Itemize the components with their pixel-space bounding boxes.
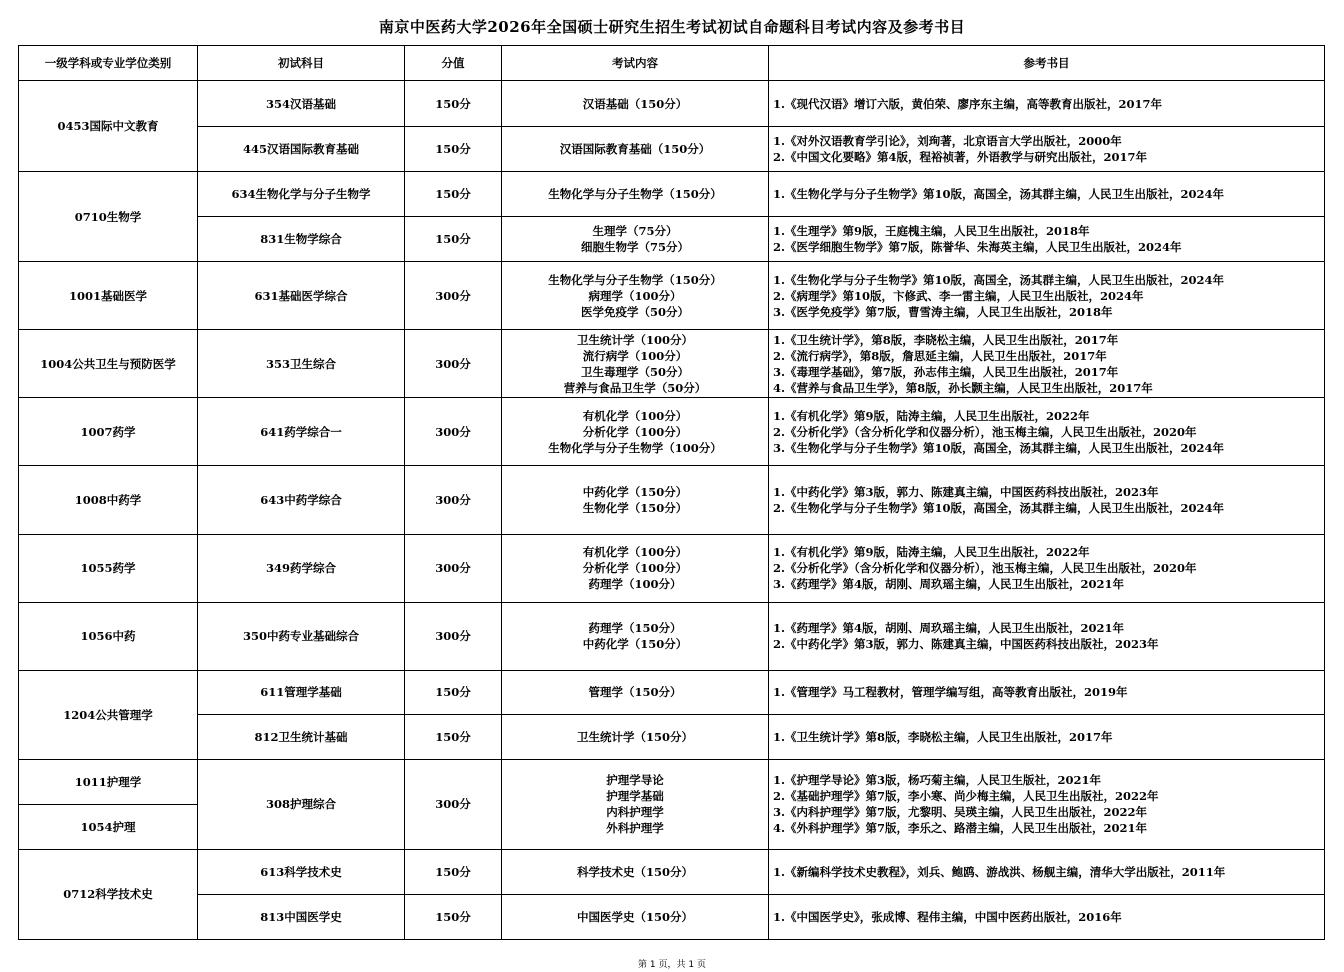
content-cell	[502, 849, 769, 894]
subject-cell: 634生物化学与分子生物学	[198, 172, 405, 217]
category-cell: 1204公共管理学	[19, 670, 198, 759]
content-line: 中药化学（150分）	[582, 637, 688, 652]
book-line: 1.《生物化学与分子生物学》第10版，高国全，汤其群主编，人民卫生出版社，2024年	[773, 272, 1225, 287]
book-line: 3.《毒理学基础》，第7版，孙志伟主编，人民卫生出版社，2017年	[773, 364, 1119, 379]
book-line: 2.《分析化学》（含分析化学和仪器分析），池玉梅主编，人民卫生出版社，2020年	[773, 424, 1197, 439]
table-row	[19, 172, 1325, 217]
book-line: 2.《生物化学与分子生物学》第10版，高国全，汤其群主编，人民卫生出版社，2024年	[773, 500, 1225, 515]
content-line: 有机化学（100分）	[582, 545, 688, 560]
table-row	[19, 330, 1325, 398]
score-cell: 300分	[405, 466, 502, 534]
table-row	[19, 714, 1325, 759]
page-footer: 第 1 页，共 1 页	[638, 960, 706, 970]
subject-cell: 641药学综合一	[198, 398, 405, 466]
header-score: 分值	[405, 46, 502, 81]
category-cell: 1008中药学	[19, 466, 198, 534]
content-cell	[502, 262, 769, 330]
content-cell	[502, 330, 769, 398]
content-line: 生物化学与分子生物学（150分）	[548, 272, 722, 287]
book-line: 1.《中国医学史》，张成博、程伟主编，中国中医药出版社，2016年	[773, 909, 1122, 924]
content-line: 药理学（150分）	[588, 621, 682, 636]
book-line: 1.《卫生统计学》，第8版，李晓松主编，人民卫生出版社，2017年	[773, 332, 1119, 347]
category-cell: 1054护理	[19, 804, 198, 849]
content-line: 医学免疫学（50分）	[580, 304, 689, 319]
score-cell: 150分	[405, 894, 502, 939]
book-line: 2.《中药化学》第3版，郭力、陈建真主编，中国医药科技出版社，2023年	[773, 637, 1159, 652]
content-cell	[502, 670, 769, 714]
book-line: 1.《有机化学》第9版，陆涛主编，人民卫生出版社，2022年	[773, 408, 1090, 423]
books-cell	[769, 849, 1325, 894]
content-line: 流行病学（100分）	[582, 348, 688, 363]
content-cell	[502, 81, 769, 127]
subject-cell: 445汉语国际教育基础	[198, 127, 405, 172]
book-line: 3.《药理学》第4版，胡刚、周玖瑶主编，人民卫生出版社，2021年	[773, 577, 1125, 592]
content-line: 外科护理学	[606, 821, 664, 836]
content-line: 卫生统计学（150分）	[576, 729, 693, 744]
header-category: 一级学科或专业学位类别	[19, 46, 198, 81]
book-line: 1.《中药化学》第3版，郭力、陈建真主编，中国医药科技出版社，2023年	[773, 484, 1159, 499]
content-line: 细胞生物学（75分）	[580, 240, 689, 255]
table-row	[19, 670, 1325, 714]
content-line: 分析化学（100分）	[582, 424, 688, 439]
books-cell	[769, 894, 1325, 939]
book-line: 3.《医学免疫学》第7版，曹雪涛主编，人民卫生出版社，2018年	[773, 304, 1113, 319]
book-line: 1.《现代汉语》增订六版，黄伯荣、廖序东主编，高等教育出版社，2017年	[773, 96, 1163, 111]
score-cell: 300分	[405, 602, 502, 670]
book-line: 1.《卫生统计学》第8版，李晓松主编，人民卫生出版社，2017年	[773, 729, 1113, 744]
content-cell	[502, 398, 769, 466]
content-line: 生物化学与分子生物学（150分）	[548, 187, 722, 202]
category-cell: 1011护理学	[19, 759, 198, 804]
content-line: 科学技术史（150分）	[576, 864, 693, 879]
table-row	[19, 127, 1325, 172]
content-cell	[502, 172, 769, 217]
content-cell	[502, 466, 769, 534]
score-cell: 150分	[405, 714, 502, 759]
header-row	[19, 46, 1325, 81]
subject-cell: 611管理学基础	[198, 670, 405, 714]
category-cell: 0712科学技术史	[19, 849, 198, 939]
content-line: 营养与食品卫生学（50分）	[563, 380, 707, 395]
content-line: 管理学（150分）	[588, 685, 682, 700]
subject-cell: 813中国医学史	[198, 894, 405, 939]
book-line: 4.《外科护理学》第7版，李乐之、路潜主编，人民卫生出版社，2021年	[773, 821, 1148, 836]
books-cell	[769, 466, 1325, 534]
header-subject: 初试科目	[198, 46, 405, 81]
book-line: 4.《营养与食品卫生学》，第8版，孙长颢主编，人民卫生出版社，2017年	[773, 380, 1153, 395]
subject-cell: 812卫生统计基础	[198, 714, 405, 759]
score-cell: 300分	[405, 330, 502, 398]
content-cell	[502, 894, 769, 939]
books-cell	[769, 759, 1325, 849]
books-cell	[769, 714, 1325, 759]
category-cell: 1056中药	[19, 602, 198, 670]
exam-table	[18, 45, 1325, 940]
book-line: 1.《药理学》第4版，胡刚、周玖瑶主编，人民卫生出版社，2021年	[773, 621, 1125, 636]
subject-cell: 831生物学综合	[198, 217, 405, 262]
content-cell	[502, 534, 769, 602]
books-cell	[769, 330, 1325, 398]
book-line: 2.《流行病学》，第8版，詹思延主编，人民卫生出版社，2017年	[773, 348, 1107, 363]
table-row	[19, 602, 1325, 670]
content-cell	[502, 217, 769, 262]
book-line: 2.《医学细胞生物学》第7版，陈誉华、朱海英主编，人民卫生出版社，2024年	[773, 240, 1182, 255]
subject-cell: 613科学技术史	[198, 849, 405, 894]
content-line: 内科护理学	[606, 805, 664, 820]
score-cell: 150分	[405, 849, 502, 894]
category-cell: 1001基础医学	[19, 262, 198, 330]
book-line: 1.《生理学》第9版，王庭槐主编，人民卫生出版社，2018年	[773, 224, 1090, 239]
book-line: 1.《对外汉语教育学引论》，刘珣著，北京语言大学出版社，2000年	[773, 134, 1122, 149]
content-line: 中国医学史（150分）	[576, 909, 693, 924]
category-cell: 1004公共卫生与预防医学	[19, 330, 198, 398]
score-cell: 150分	[405, 172, 502, 217]
page-title: 南京中医药大学2026年全国硕士研究生招生考试初试自命题科目考试内容及参考书目	[378, 18, 966, 36]
content-line: 生物化学（150分）	[582, 500, 688, 515]
book-line: 2.《病理学》第10版，卞修武、李一雷主编，人民卫生出版社，2024年	[773, 288, 1144, 303]
header-content: 考试内容	[502, 46, 769, 81]
content-cell	[502, 714, 769, 759]
subject-cell: 349药学综合	[198, 534, 405, 602]
book-line: 1.《有机化学》第9版，陆涛主编，人民卫生出版社，2022年	[773, 545, 1090, 560]
subject-cell: 631基础医学综合	[198, 262, 405, 330]
book-line: 3.《内科护理学》第7版，尤黎明、吴瑛主编，人民卫生出版社，2022年	[773, 805, 1148, 820]
table-row	[19, 894, 1325, 939]
score-cell: 300分	[405, 262, 502, 330]
subject-cell: 643中药学综合	[198, 466, 405, 534]
content-cell	[502, 602, 769, 670]
category-cell: 0453国际中文教育	[19, 81, 198, 172]
book-line: 1.《新编科学技术史教程》，刘兵、鲍鸥、游战洪、杨舰主编，清华大学出版社，2011年	[773, 864, 1226, 879]
books-cell	[769, 602, 1325, 670]
content-line: 中药化学（150分）	[582, 484, 688, 499]
score-cell: 150分	[405, 81, 502, 127]
content-line: 汉语国际教育基础（150分）	[559, 142, 711, 157]
table-row	[19, 81, 1325, 127]
category-cell: 1007药学	[19, 398, 198, 466]
content-line: 有机化学（100分）	[582, 408, 688, 423]
table-row	[19, 217, 1325, 262]
books-cell	[769, 81, 1325, 127]
category-cell: 1055药学	[19, 534, 198, 602]
content-line: 卫生毒理学（50分）	[580, 364, 689, 379]
book-line: 1.《护理学导论》第3版，杨巧菊主编，人民卫生版社，2021年	[773, 773, 1102, 788]
table-row	[19, 466, 1325, 534]
score-cell: 150分	[405, 127, 502, 172]
score-cell: 300分	[405, 534, 502, 602]
category-cell: 0710生物学	[19, 172, 198, 262]
table-row	[19, 759, 1325, 804]
content-line: 病理学（100分）	[588, 288, 682, 303]
book-line: 3.《生物化学与分子生物学》第10版，高国全，汤其群主编，人民卫生出版社，2024年	[773, 440, 1225, 455]
book-line: 2.《基础护理学》第7版，李小寒、尚少梅主编，人民卫生出版社，2022年	[773, 789, 1159, 804]
score-cell: 150分	[405, 217, 502, 262]
content-line: 药理学（100分）	[588, 577, 682, 592]
table-row	[19, 849, 1325, 894]
score-cell: 300分	[405, 398, 502, 466]
book-line: 2.《分析化学》（含分析化学和仪器分析），池玉梅主编，人民卫生出版社，2020年	[773, 561, 1197, 576]
content-cell	[502, 127, 769, 172]
book-line: 1.《生物化学与分子生物学》第10版，高国全，汤其群主编，人民卫生出版社，2024年	[773, 187, 1225, 202]
books-cell	[769, 670, 1325, 714]
content-line: 卫生统计学（100分）	[576, 332, 693, 347]
books-cell	[769, 172, 1325, 217]
content-line: 生理学（75分）	[592, 224, 678, 239]
table-row	[19, 534, 1325, 602]
content-cell	[502, 759, 769, 849]
header-books: 参考书目	[769, 46, 1325, 81]
books-cell	[769, 127, 1325, 172]
book-line: 1.《管理学》马工程教材，管理学编写组，高等教育出版社，2019年	[773, 685, 1128, 700]
content-line: 汉语基础（150分）	[582, 96, 688, 111]
book-line: 2.《中国文化要略》第4版，程裕祯著，外语教学与研究出版社，2017年	[773, 150, 1148, 165]
books-cell	[769, 534, 1325, 602]
score-cell: 150分	[405, 670, 502, 714]
score-cell: 300分	[405, 759, 502, 849]
subject-cell: 353卫生综合	[198, 330, 405, 398]
content-line: 护理学导论	[606, 773, 664, 788]
content-line: 护理学基础	[606, 789, 664, 804]
table-row	[19, 398, 1325, 466]
books-cell	[769, 398, 1325, 466]
content-line: 生物化学与分子生物学（100分）	[548, 440, 722, 455]
books-cell	[769, 217, 1325, 262]
subject-cell: 308护理综合	[198, 759, 405, 849]
content-line: 分析化学（100分）	[582, 561, 688, 576]
subject-cell: 354汉语基础	[198, 81, 405, 127]
books-cell	[769, 262, 1325, 330]
subject-cell: 350中药专业基础综合	[198, 602, 405, 670]
table-row	[19, 262, 1325, 330]
